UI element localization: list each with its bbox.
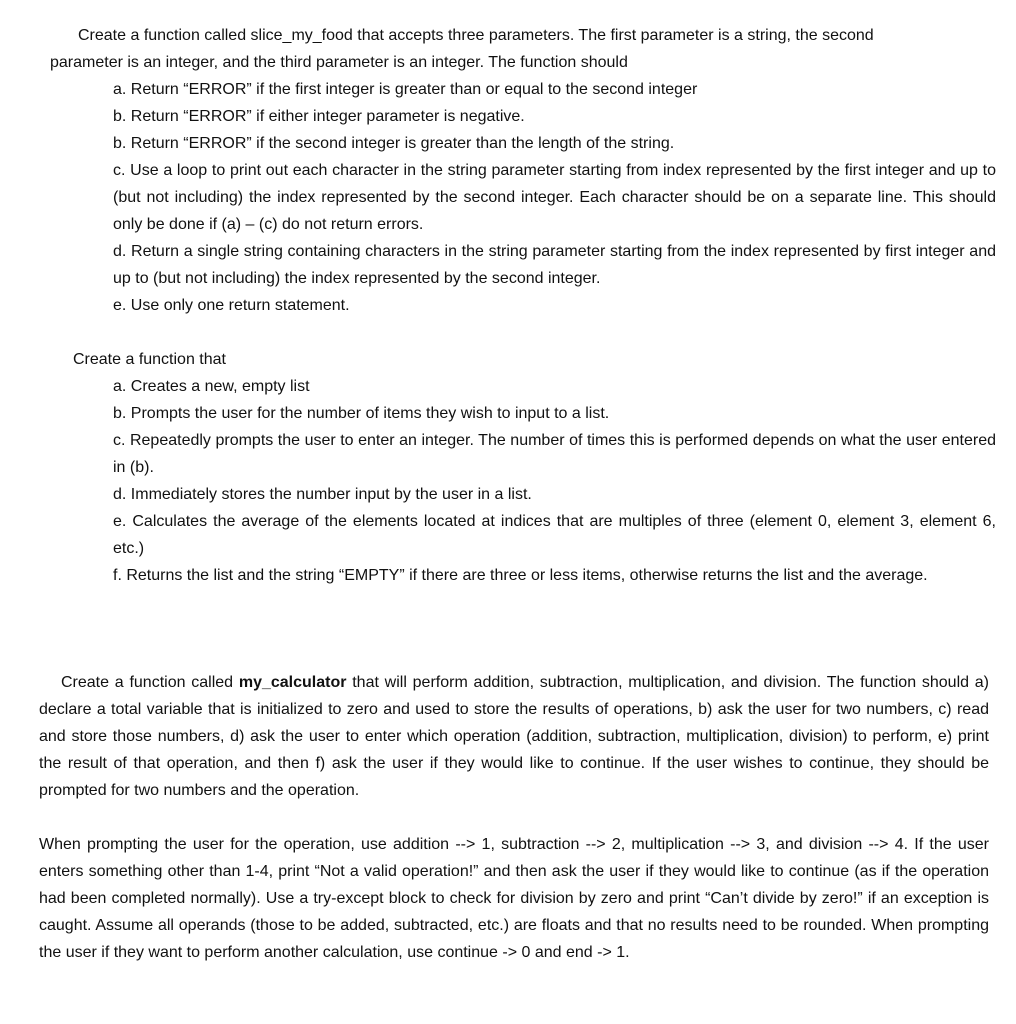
section3-p1-prefix: Create a function called bbox=[61, 674, 239, 691]
section3-paragraph1 bbox=[39, 669, 989, 804]
section-list-average bbox=[73, 346, 996, 373]
section2-item-e: e. Calculates the average of the elements located at indices that are multiples of three (element 0, element 3, element 6, etc.) bbox=[113, 513, 996, 557]
section-slice-my-food bbox=[50, 22, 996, 76]
section1-item-e: e. Use only one return statement. bbox=[113, 297, 350, 314]
section2-list bbox=[113, 373, 996, 589]
section3-p1-rest: that will perform addition, subtraction, multiplication, and division. The function should a) declare a total variable that is initialized to zero and used to store the results of operations, b) ask the user for two numbers, c) read and store those numbers, d) ask the user to enter which operation (addition, subtraction, multiplication, division) to perform, e) print the result of that operation, and then f) ask the user if they would like to continue. If the user wishes to continue, they should be prompted for two numbers and the operation. bbox=[39, 674, 990, 799]
section2-item-c: c. Repeatedly prompts the user to enter an integer. The number of times this is performed depends on what the user entered in (b). bbox=[113, 432, 996, 476]
section1-intro-line1: Create a function called slice_my_food that accepts three parameters. The first parameter is a string, the second bbox=[78, 27, 874, 44]
section2-intro: Create a function that bbox=[73, 351, 226, 368]
section1-item-a: a. Return “ERROR” if the first integer is greater than or equal to the second integer bbox=[113, 81, 698, 98]
section1-item-b1: b. Return “ERROR” if either integer parameter is negative. bbox=[113, 108, 525, 125]
section3-paragraph2: When prompting the user for the operation, use addition --> 1, subtraction --> 2, multiplication --> 3, and division --> 4. If the user enters something other than 1-4, print “Not a valid operation!” and then ask the user if they would like to continue (as if the operation had been completed normally). Use a try-except block to check for division by zero and print “Can’t divide by zero!” if an exception is caught. Assume all operands (those to be added, subtracted, etc.) are floats and that no results need to be rounded. When prompting the user if they want to perform another calculation, use continue -> 0 and end -> 1. bbox=[39, 836, 989, 961]
section1-intro-line2: parameter is an integer, and the third parameter is an integer. The function should bbox=[50, 54, 628, 71]
section2-item-f: f. Returns the list and the string “EMPTY” if there are three or less items, otherwise returns the list and the average. bbox=[113, 567, 928, 584]
function-name-my-calculator: my_calculator bbox=[238, 674, 347, 691]
section2-item-b: b. Prompts the user for the number of items they wish to input to a list. bbox=[113, 405, 610, 422]
section-my-calculator bbox=[39, 669, 989, 966]
section1-list bbox=[113, 76, 996, 319]
section2-item-d: d. Immediately stores the number input by the user in a list. bbox=[113, 486, 532, 503]
section1-item-c: c. Use a loop to print out each character in the string parameter starting from index represented by the first integer and up to (but not including) the index represented by the second integer. Each character should be on a separate line. This should only be done if (a) – (c) do not return errors. bbox=[113, 162, 996, 233]
section1-item-d: d. Return a single string containing characters in the string parameter starting from the index represented by first integer and up to (but not including) the index represented by the second integer. bbox=[113, 243, 996, 287]
section1-item-b2: b. Return “ERROR” if the second integer is greater than the length of the string. bbox=[113, 135, 675, 152]
section2-item-a: a. Creates a new, empty list bbox=[113, 378, 310, 395]
